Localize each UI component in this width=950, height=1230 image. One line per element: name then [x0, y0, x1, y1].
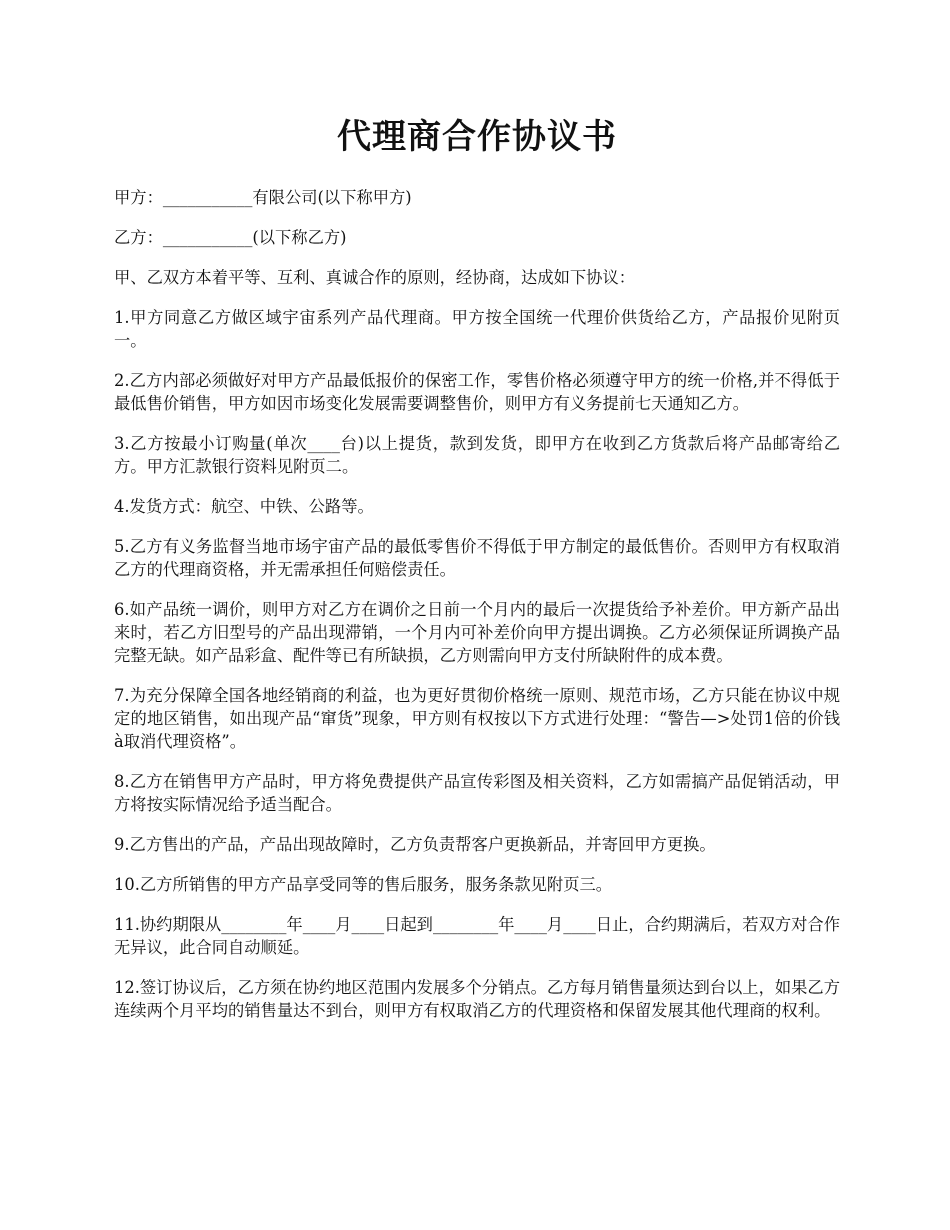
clause-7: 7.为充分保障全国各地经销商的利益，也为更好贯彻价格统一原则、规范市场，乙方只能在协议中规定的地区销售，如出现产品“窜货”现象，甲方则有权按以下方式进行处理：“警告—>处罚1倍的价钱à取消代理资格”。	[114, 686, 840, 751]
clause-10: 10.乙方所销售的甲方产品享受同等的售后服务，服务条款见附页三。	[114, 875, 613, 894]
clause-8: 8.乙方在销售甲方产品时，甲方将免费提供产品宣传彩图及相关资料，乙方如需搞产品促销活动，甲方将按实际情况给予适当配合。	[114, 772, 840, 814]
document-title: 代理商合作协议书	[337, 117, 617, 157]
clause-1: 1.甲方同意乙方做区域宇宙系列产品代理商。甲方按全国统一代理价供货给乙方，产品报价见附页一。	[114, 308, 840, 350]
clause-6: 6.如产品统一调价，则甲方对乙方在调价之日前一个月内的最后一次提货给予补差价。甲方新产品出来时，若乙方旧型号的产品出现滞销，一个月内可补差价向甲方提出调换。乙方必须保证所调换产品完整无缺。如产品彩盒、配件等已有所缺损，乙方则需向甲方支付所缺附件的成本费。	[114, 600, 840, 665]
clause-4: 4.发货方式：航空、中铁、公路等。	[114, 497, 374, 516]
clause-11: 11.协约期限从________年____月____日起到________年____月____日止，合约期满后，若双方对合作无异议，此合同自动顺延。	[114, 915, 840, 957]
document-body	[114, 108, 840, 1038]
preamble: 甲、乙双方本着平等、互利、真诚合作的原则，经协商，达成如下协议：	[114, 268, 636, 287]
party-b-line: 乙方：___________(以下称乙方)	[114, 228, 347, 247]
party-a-line: 甲方：___________有限公司(以下称甲方)	[114, 188, 412, 207]
clause-9: 9.乙方售出的产品，产品出现故障时，乙方负责帮客户更换新品，并寄回甲方更换。	[114, 835, 716, 854]
clause-3: 3.乙方按最小订购量(单次____台)以上提货，款到发货，即甲方在收到乙方货款后将产品邮寄给乙方。甲方汇款银行资料见附页二。	[114, 434, 840, 476]
clause-12: 12.签订协议后，乙方须在协约地区范围内发展多个分销点。乙方每月销售量须达到台以上，如果乙方连续两个月平均的销售量达不到台，则甲方有权取消乙方的代理资格和保留发展其他代理商的权利。	[114, 978, 840, 1020]
clause-5: 5.乙方有义务监督当地市场宇宙产品的最低零售价不得低于甲方制定的最低售价。否则甲方有权取消乙方的代理商资格，并无需承担任何赔偿责任。	[114, 537, 840, 579]
clause-2: 2.乙方内部必须做好对甲方产品最低报价的保密工作，零售价格必须遵守甲方的统一价格,并不得低于最低售价销售，甲方如因市场变化发展需要调整售价，则甲方有义务提前七天通知乙方。	[114, 371, 840, 413]
